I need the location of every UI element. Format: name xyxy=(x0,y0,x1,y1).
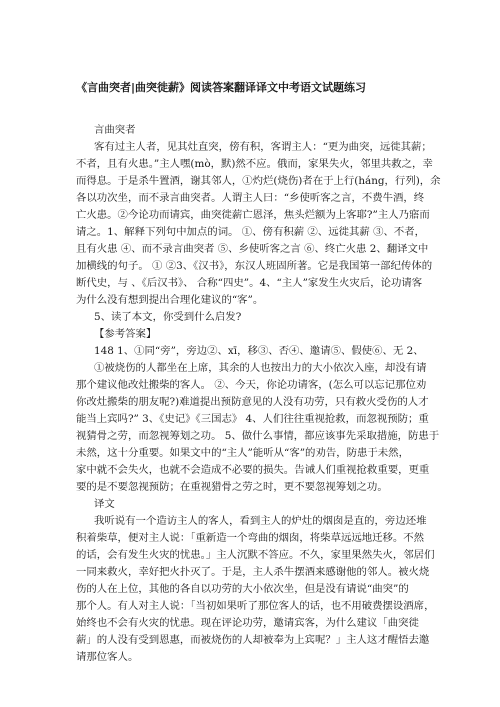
text-line: 请之。1、解释下列句中加点的词。 ①、傍有积薪 ②、远徙其薪 ③、不者， xyxy=(76,226,426,238)
text-line: 且有火患 ④、而不录言曲突者 ⑤、乡使听客之言 ⑥、终亡火患 2、翻译文中 xyxy=(76,243,429,255)
text-line: 伤的人在上位，其他的各自以功劳的大小依次坐，但是没有请说“曲突”的 xyxy=(76,583,409,595)
text-line: 积着柴草，便对主人说：「重新造一个弯曲的烟囱，将柴草远远地迁移。不然 xyxy=(76,532,425,544)
text-line: 那个建议他改灶搬柴的客人。 ②、今天，你论功请客，(怎么可以忘记那位劝 xyxy=(76,379,427,391)
text-line: 而得息。于是杀牛置酒，谢其邻人，①灼烂(烧伤)者在于上行(háng，行列)，余 xyxy=(76,175,441,187)
text-line: 【参考答案】 xyxy=(94,328,157,340)
text-line: 亡火患。②今论功而请宾，曲突徙薪亡恩泽，焦头烂额为上客耶?”主人乃寤而 xyxy=(76,209,430,221)
text-line: 言曲突者 xyxy=(94,124,136,136)
text-line: 译文 xyxy=(94,498,115,510)
text-line: 5、读了本文，你受到什么启发? xyxy=(94,311,242,323)
text-line: 家中就不会失火，也就不会造成不必要的损失。告诫人们重视抢救重要，更重 xyxy=(76,464,430,476)
text-line: 断代史，与 、《后汉书》、 合称“四史”。4、“主人”家发生火灾后，论功请客 xyxy=(76,277,423,289)
text-line: 为什么没有想到提出合理化建议的“客”。 xyxy=(76,294,264,306)
text-line: 各以功次坐，而不录言曲突者。人谓主人曰：“乡使听客之言，不费牛酒，终 xyxy=(76,192,425,204)
text-line: 薪」的人没有受到恩惠，而被烧伤的人却被奉为上宾呢？」主人这才醒悟去邀 xyxy=(76,634,430,646)
text-line: 加横线的句子。 ① ②3、《汉书》，东汉人班固所著。它是我国第一部纪传体的 xyxy=(76,260,433,272)
text-line: 不者，且有火患。”主人嘿(mò，默)然不应。俄而，家果失火，邻里共救之，幸 xyxy=(76,158,433,170)
text-line: 始终也不会有火灾的忧患。现在评论功劳，邀请宾客，为什么建议「曲突徙 xyxy=(76,617,419,629)
text-line: 的话，会有发生火灾的忧患。」主人沉默不答应。不久，家里果然失火，邻居们 xyxy=(76,549,435,561)
document-title: 《言曲突者|曲突徙薪》阅读答案翻译译文中考语文试题练习 xyxy=(76,81,367,94)
text-line: 客有过主人者，见其灶直突，傍有积，客谓主人：“更为曲突，远徙其薪； xyxy=(94,141,432,153)
text-line: 那个人。有人对主人说：「当初如果听了那位客人的话，也不用破费摆设酒席， xyxy=(76,600,435,612)
text-line: 未然，这十分重要。如果文中的“主人”能听从“客”的劝告，防患于未然， xyxy=(76,447,409,459)
text-line: 148 1、①同“旁”，旁边②、xī，移③、否④、邀请⑤、假使⑥、无 2、 xyxy=(94,345,424,357)
text-line: ①被烧伤的人都坐在上席，其余的人也按出力的大小依次入座，却没有请 xyxy=(94,362,427,374)
text-line: 要的是不要忽视预防；在重视猎骨之劳之时，更不要忽视筹划之功。 xyxy=(76,481,388,493)
text-line: 一同来救火，幸好把火扑灭了。于是，主人杀牛摆酒来感谢他的邻人。被火烧 xyxy=(76,566,430,578)
text-line: 请那位客人。 xyxy=(76,651,139,663)
text-line: 你改灶搬柴的朋友呢?)难道提出预防意见的人没有功劳，只有救火受伤的人才 xyxy=(76,396,429,408)
text-line: 视猜骨之劳，而忽视筹划之功。 5、做什么事情，都应该事先采取措施，防患于 xyxy=(76,430,440,442)
text-line: 我听说有一个造访主人的客人，看到主人的炉灶的烟囱是直的，旁边还堆 xyxy=(94,515,427,527)
text-line: 能当上宾吗?” 3、《史记》《三国志》 4、人们往往重视抢救，而忽视预防；重 xyxy=(76,413,429,425)
